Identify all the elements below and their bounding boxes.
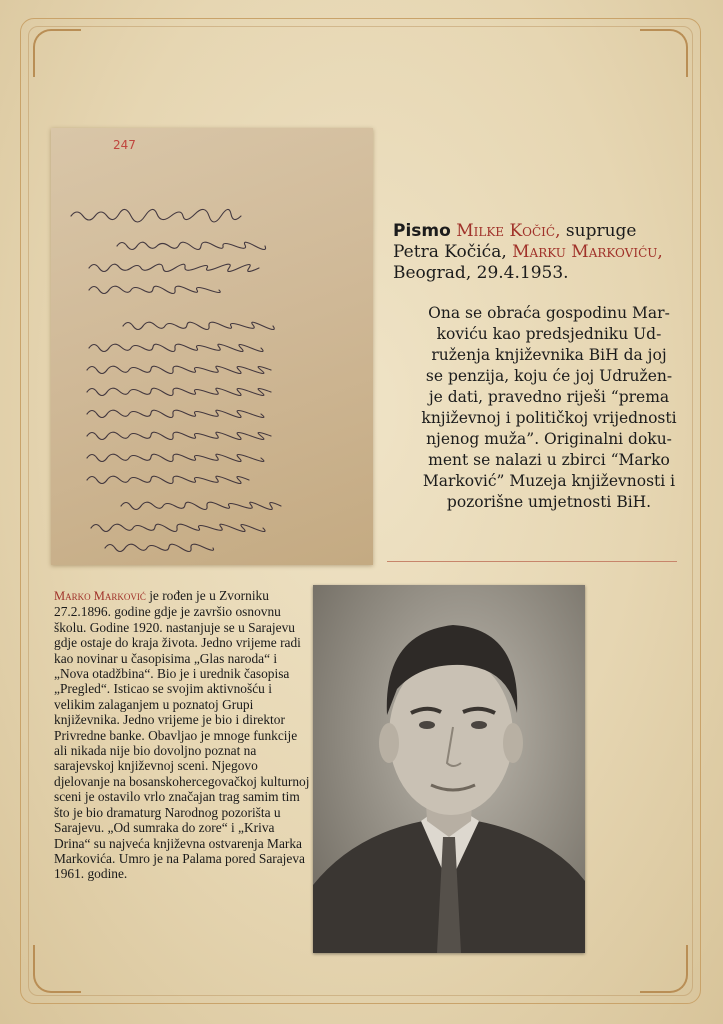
caption-recipient-name: Marku Markoviću, [512, 242, 663, 262]
description-line: njenog muža”. Originalni doku- [426, 430, 672, 448]
description-line: ruženja književnika BiH da joj [431, 346, 667, 364]
caption-sender-name: Milke Kočić, [456, 221, 561, 241]
description-line: koviću kao predsjedniku Ud- [436, 325, 662, 343]
description-line: je dati, pravedno riješi “prema [428, 388, 670, 406]
description-line: književnoj i političkoj vrijednosti [421, 409, 677, 427]
letter-caption [393, 221, 693, 284]
bio-name: Marko Marković [54, 589, 146, 603]
description-line: pozorišne umjetnosti BiH. [446, 493, 652, 511]
caption-place-date: Beograd, 29.4.1953. [393, 263, 569, 283]
bio-body: je rođen je u Zvorniku 27.2.1896. godine gdje je završio osnovnu školu. Godine 1920. nastanjuje se u Sarajevu gdje ostaje do kraja života. Jedno vrijeme radi kao novinar u časopisima „Glas naroda“ i „Nova otadžbina“. Bio je i urednik časopisa „Pregled“. Isticao se svojim aktivnošću i velikim zalaganjem u poznatoj Grupi književnika. Jedno vrijeme je bio i direktor Privredne banke. Obavljao je mnoge funkcije ali nikada nije bio dovoljno poznat na sarajevskoj književnoj sceni. Njegovo djelovanje na bosanskohercegovačkoj kulturnoj sceni je ostavilo vrlo značajan trag samim tim što je bio dramaturg Narodnog pozorišta u Sarajevu. „Od sumraka do zore“ i „Kriva Drina“ su najveća književna ostvarenja Marka Markovića. Umro je na Palama pored Sarajeva 1961. godine. [54, 588, 310, 882]
letter-description [394, 303, 704, 513]
portrait-illustration [313, 585, 585, 953]
description-line: Marković” Muzeja književnosti i [422, 472, 676, 490]
description-line: se penzija, koju će joj Udružen- [425, 367, 673, 385]
description-line: Ona se obraća gospodinu Mar- [428, 304, 670, 322]
section-divider [387, 561, 677, 562]
caption-line-mid: supruge [565, 221, 637, 241]
description-line: ment se nalazi u zbirci “Marko [428, 451, 670, 469]
biography-text [54, 588, 310, 882]
archive-number: 247 [113, 138, 136, 152]
portrait-photo [313, 585, 585, 953]
handwritten-letter-image [51, 128, 373, 565]
letter-handwriting [51, 128, 373, 565]
caption-bold-word: Pismo [393, 221, 451, 241]
caption-line-2: Petra Kočića, [393, 242, 507, 262]
